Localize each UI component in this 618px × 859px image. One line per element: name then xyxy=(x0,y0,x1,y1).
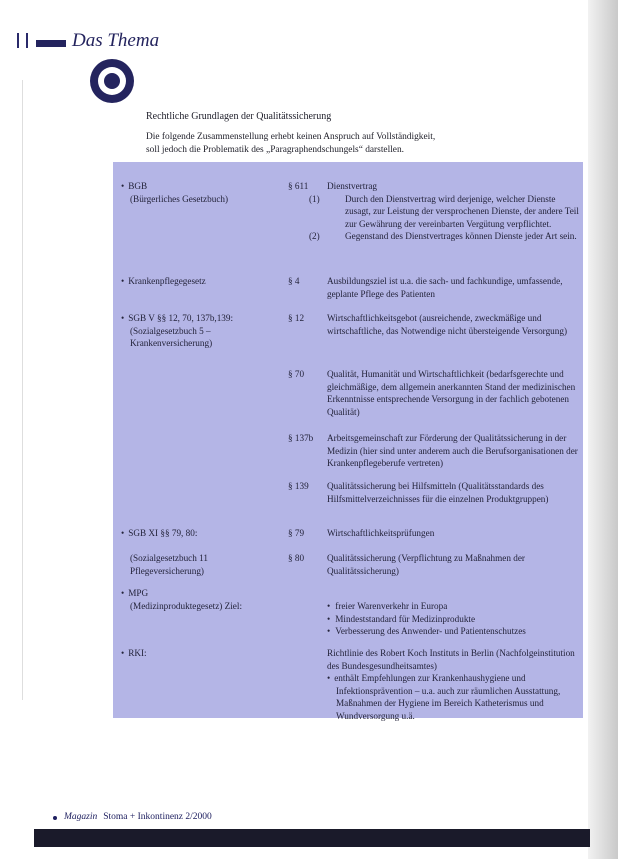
page-edge-shadow xyxy=(588,0,618,859)
paragraph-item xyxy=(309,230,583,243)
header-bar xyxy=(36,40,66,47)
item-number: (2) xyxy=(309,231,320,242)
paragraph-text: Qualität, Humanität und Wirtschaftlichkeit (bedarfsgerechte und gleichmäßige, dem allgemein anerkannten Stand der medizinischen Erkenntnisse entsprechende Versorgung in der fachlich gebotenen Qualität) xyxy=(327,369,576,417)
law-full-name: Pflegeversicherung) xyxy=(130,565,204,576)
legal-basis-table xyxy=(113,162,583,721)
law-name xyxy=(121,647,283,660)
law-full-name: Krankenversicherung) xyxy=(130,338,213,349)
paragraph-number: § 70 xyxy=(288,369,305,379)
section-title: Das Thema xyxy=(72,30,160,51)
paragraph-text: Qualitätssicherung bei Hilfsmitteln (Qualitätsstandards des Hilfsmittelverzeichnisses für die einzelnen Produktgruppen) xyxy=(327,481,549,504)
intro-paragraph xyxy=(146,131,476,157)
footer-magazine: Magazin xyxy=(64,812,98,822)
intro-line: Die folgende Zusammenstellung erhebt keinen Anspruch auf Vollständigkeit, xyxy=(146,132,436,142)
page-footer xyxy=(64,812,212,822)
paragraph-text: Qualitätssicherung (Verpflichtung zu Maßnahmen der Qualitätssicherung) xyxy=(327,553,525,576)
paragraph-text xyxy=(309,180,583,243)
law-name xyxy=(121,312,283,350)
paragraph-number: § 12 xyxy=(288,313,305,323)
header-marker-icon xyxy=(17,33,28,48)
law-full-name: (Bürgerliches Gesetzbuch) xyxy=(130,193,229,204)
law-label: • RKI: xyxy=(121,648,147,658)
law-full-name: (Sozialgesetzbuch 5 – xyxy=(130,325,211,336)
list-item: • freier Warenverkehr in Europa xyxy=(327,600,583,613)
footer-bar xyxy=(34,829,590,847)
law-label: • SGB V §§ 12, 70, 137b,139: xyxy=(121,313,233,323)
article-heading: Rechtliche Grundlagen der Qualitätssicherung xyxy=(146,111,332,122)
magazine-logo-icon xyxy=(87,56,137,106)
law-name xyxy=(121,527,283,540)
law-label: • BGB xyxy=(121,181,147,191)
paragraph-title: Dienstvertrag xyxy=(327,181,378,191)
paragraph-text: Wirtschaftlichkeitsprüfungen xyxy=(327,528,435,538)
law-label: • SGB XI §§ 79, 80: xyxy=(121,528,197,538)
paragraph-text: Wirtschaftlichkeitsgebot (ausreichende, zweckmäßige und wirtschaftliche, das Notwendige nicht übersteigende Versorgung) xyxy=(327,313,567,336)
paragraph-text: Ausbildungsziel ist u.a. die sach- und fachkundige, umfassende, geplante Pflege des Patienten xyxy=(327,276,563,299)
paragraph-number: § 139 xyxy=(288,481,309,491)
paragraph-item xyxy=(309,193,583,231)
footer-bullet-icon xyxy=(53,816,57,820)
law-label: • MPG xyxy=(121,588,148,598)
intro-line: soll jedoch die Problematik des „Paragraphendschungels“ darstellen. xyxy=(146,145,404,155)
rki-description: Richtlinie des Robert Koch Instituts in Berlin (Nachfolgeinstitution des Bundesgesundheitsamtes) xyxy=(327,648,575,671)
paragraph-number: § 4 xyxy=(288,276,300,286)
list-item: • Verbesserung des Anwender- und Patientenschutzes xyxy=(327,625,583,638)
paragraph-text xyxy=(327,647,583,723)
law-name xyxy=(121,587,283,612)
paragraph-number: § 611 xyxy=(288,181,309,191)
footer-issue: Stoma + Inkontinenz 2/2000 xyxy=(103,812,212,822)
law-label: • Krankenpflegegesetz xyxy=(121,276,206,286)
item-number: (1) xyxy=(309,193,320,204)
list-item: • Mindeststandard für Medizinprodukte xyxy=(327,613,583,626)
goal-list xyxy=(327,600,583,638)
page-fold-line xyxy=(22,80,23,700)
law-name xyxy=(121,552,292,577)
item-text: Durch den Dienstvertrag wird derjenige, welcher Dienste zusagt, zur Leistung der versprochenen Dienste, der andere Teil zur Gewährung der vereinbarten Vergütung verpflichtet. xyxy=(345,193,579,229)
paragraph-number: § 79 xyxy=(288,528,305,538)
list-item xyxy=(327,672,583,722)
law-name xyxy=(121,180,283,205)
paragraph-text: Arbeitsgemeinschaft zur Förderung der Qualitätssicherung in der Medizin (hier sind unter anderem auch die Berufsorganisationen der Krankenpflegeberufe vertreten) xyxy=(327,433,578,469)
law-name xyxy=(121,275,283,288)
paragraph-number: § 80 xyxy=(288,553,305,563)
paragraph-number: § 137b xyxy=(288,433,314,443)
rki-bullet-text: enthält Empfehlungen zur Krankenhaushygiene und Infektionsprävention – u.a. auch zur räumlichen Ausstattung, Maßnahmen der Hygiene im Bereich Katheterismus und Wundversorgung u.ä. xyxy=(334,673,561,721)
law-full-name: (Sozialgesetzbuch 11 xyxy=(130,553,208,563)
law-full-name: (Medizinproduktegesetz) Ziel: xyxy=(130,600,242,611)
item-text: Gegenstand des Dienstvertrages können Dienste jeder Art sein. xyxy=(345,231,577,242)
